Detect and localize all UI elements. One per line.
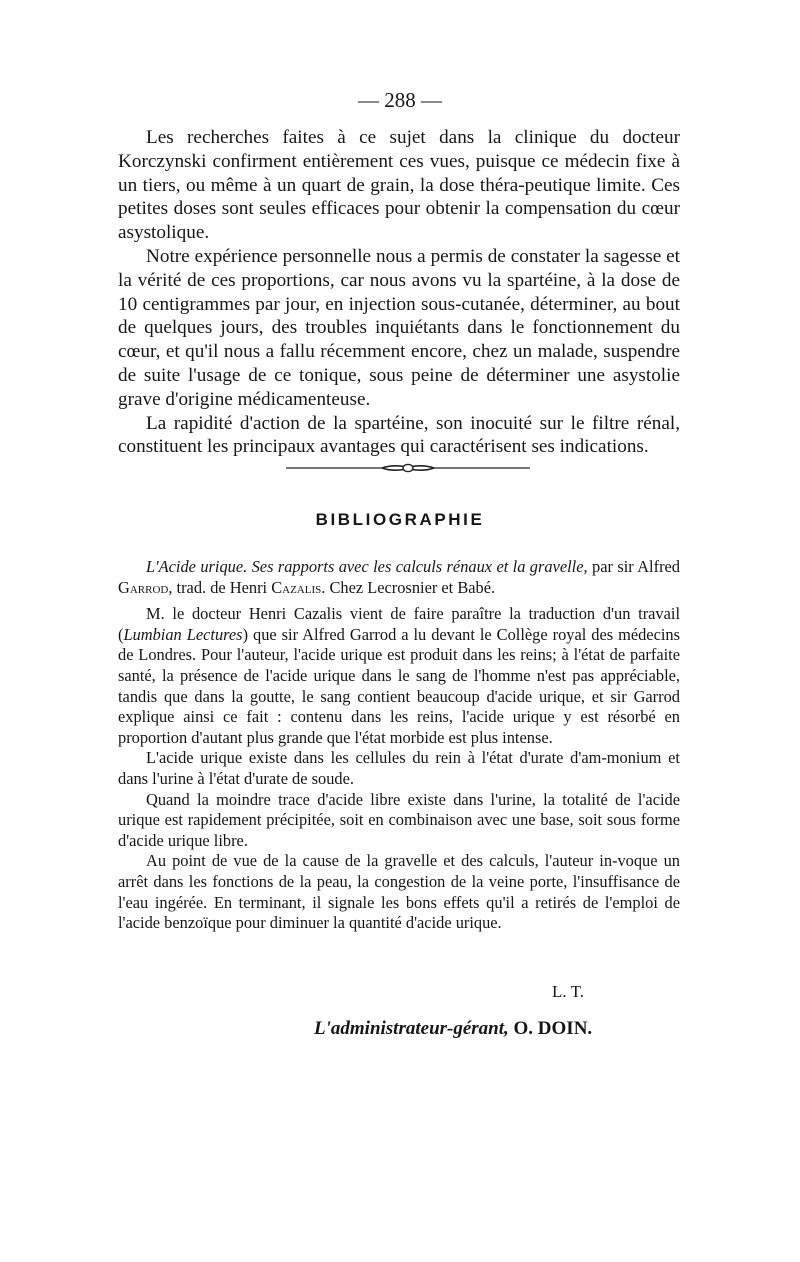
reference-entry [118, 557, 680, 598]
bibliography-section [118, 557, 680, 934]
reference-trad: , trad. de Henri [168, 577, 272, 597]
paragraph-korczynski: Les recherches faites à ce sujet dans la clinique du docteur Korczynski confirment entièrement ces vues, puisque ce médecin fixe à un tiers, ou même à un quart de grain, la dose théra-peutique limite. Ces petites doses sont seules efficaces pour obtenir la compensation du cœur asystolique. [118, 127, 680, 244]
reference-title: L'Acide urique. Ses rapports avec les calculs rénaux et la gravelle, [146, 557, 588, 576]
section-heading-bibliographie: BIBLIOGRAPHIE [315, 510, 485, 529]
publisher-footer [314, 1018, 592, 1040]
page-number: — 288 — [358, 88, 442, 112]
reference-translator: Cazalis [271, 577, 322, 597]
review-paragraph-3: Quand la moindre trace d'acide libre existe dans l'urine, la totalité de l'acide urique est rapidement précipitée, soit en combinaison avec une base, soit sous forme d'acide urique libre. [118, 789, 680, 850]
footer-role: L'administrateur-gérant, [314, 1018, 509, 1039]
review-paragraph-2: L'acide urique existe dans les cellules du rein à l'état d'urate d'am-monium et dans l'urine à l'état d'urate de soude. [118, 748, 680, 788]
reference-by: par sir Alfred [587, 557, 680, 576]
review-text: M. le docteur Henri Cazalis vient de faire paraître la traduction d'un travail ( [118, 604, 680, 644]
paragraph-experience: Notre expérience personnelle nous a permis de constater la sagesse et la vérité de ces proportions, car nous avons vu la spartéine, à la dose de 10 centigrammes par jour, en injection sous-cutanée, déterminer, au bout de quelques jours, des troubles inquiétants dans le fonctionnement du cœur, et qu'il nous a fallu récemment encore, chez un malade, suspendre de suite l'usage de ce tonique, sous peine de déterminer une asystolie grave d'origine médicamenteuse. [118, 245, 680, 410]
ornamental-rule [286, 458, 530, 478]
paragraph-advantages: La rapidité d'action de la spartéine, son inocuité sur le filtre rénal, constituent les principaux avantages qui caractérisent ses indications. [118, 412, 680, 458]
reference-publisher: . Chez Lecrosnier et Babé. [321, 577, 496, 597]
review-signature: L. T. [552, 982, 584, 1001]
main-text [118, 126, 680, 459]
review-paragraph-1 [118, 604, 680, 748]
review-paragraph-4: Au point de vue de la cause de la gravelle et des calculs, l'auteur in-voque un arrêt dans les fonctions de la peau, la congestion de la veine porte, l'insuffisance de l'eau ingérée. En terminant, il signale les bons effets qu'il a retirés de l'emploi de l'acide benzoïque pour diminuer la quantité d'acide urique. [118, 851, 680, 933]
footer-name: O. DOIN. [508, 1018, 593, 1039]
lectures-title: Lumbian Lectures [123, 624, 243, 644]
reference-author: Garrod [118, 577, 169, 597]
review-text: ) que sir Alfred Garrod a lu devant le Collège royal des médecins de Londres. Pour l'auteur, l'acide urique est produit dans les reins; à l'état de parfaite santé, la présence de l'acide urique dans le sang de l'homme n'est pas appréciable, tandis que dans la goutte, le sang contient beaucoup d'acide urique, et sir Garrod explique ainsi ce fait : contenu dans les reins, l'acide urique y est résorbé en proportion d'autant plus grande que l'état morbide est plus intense. [118, 624, 680, 747]
